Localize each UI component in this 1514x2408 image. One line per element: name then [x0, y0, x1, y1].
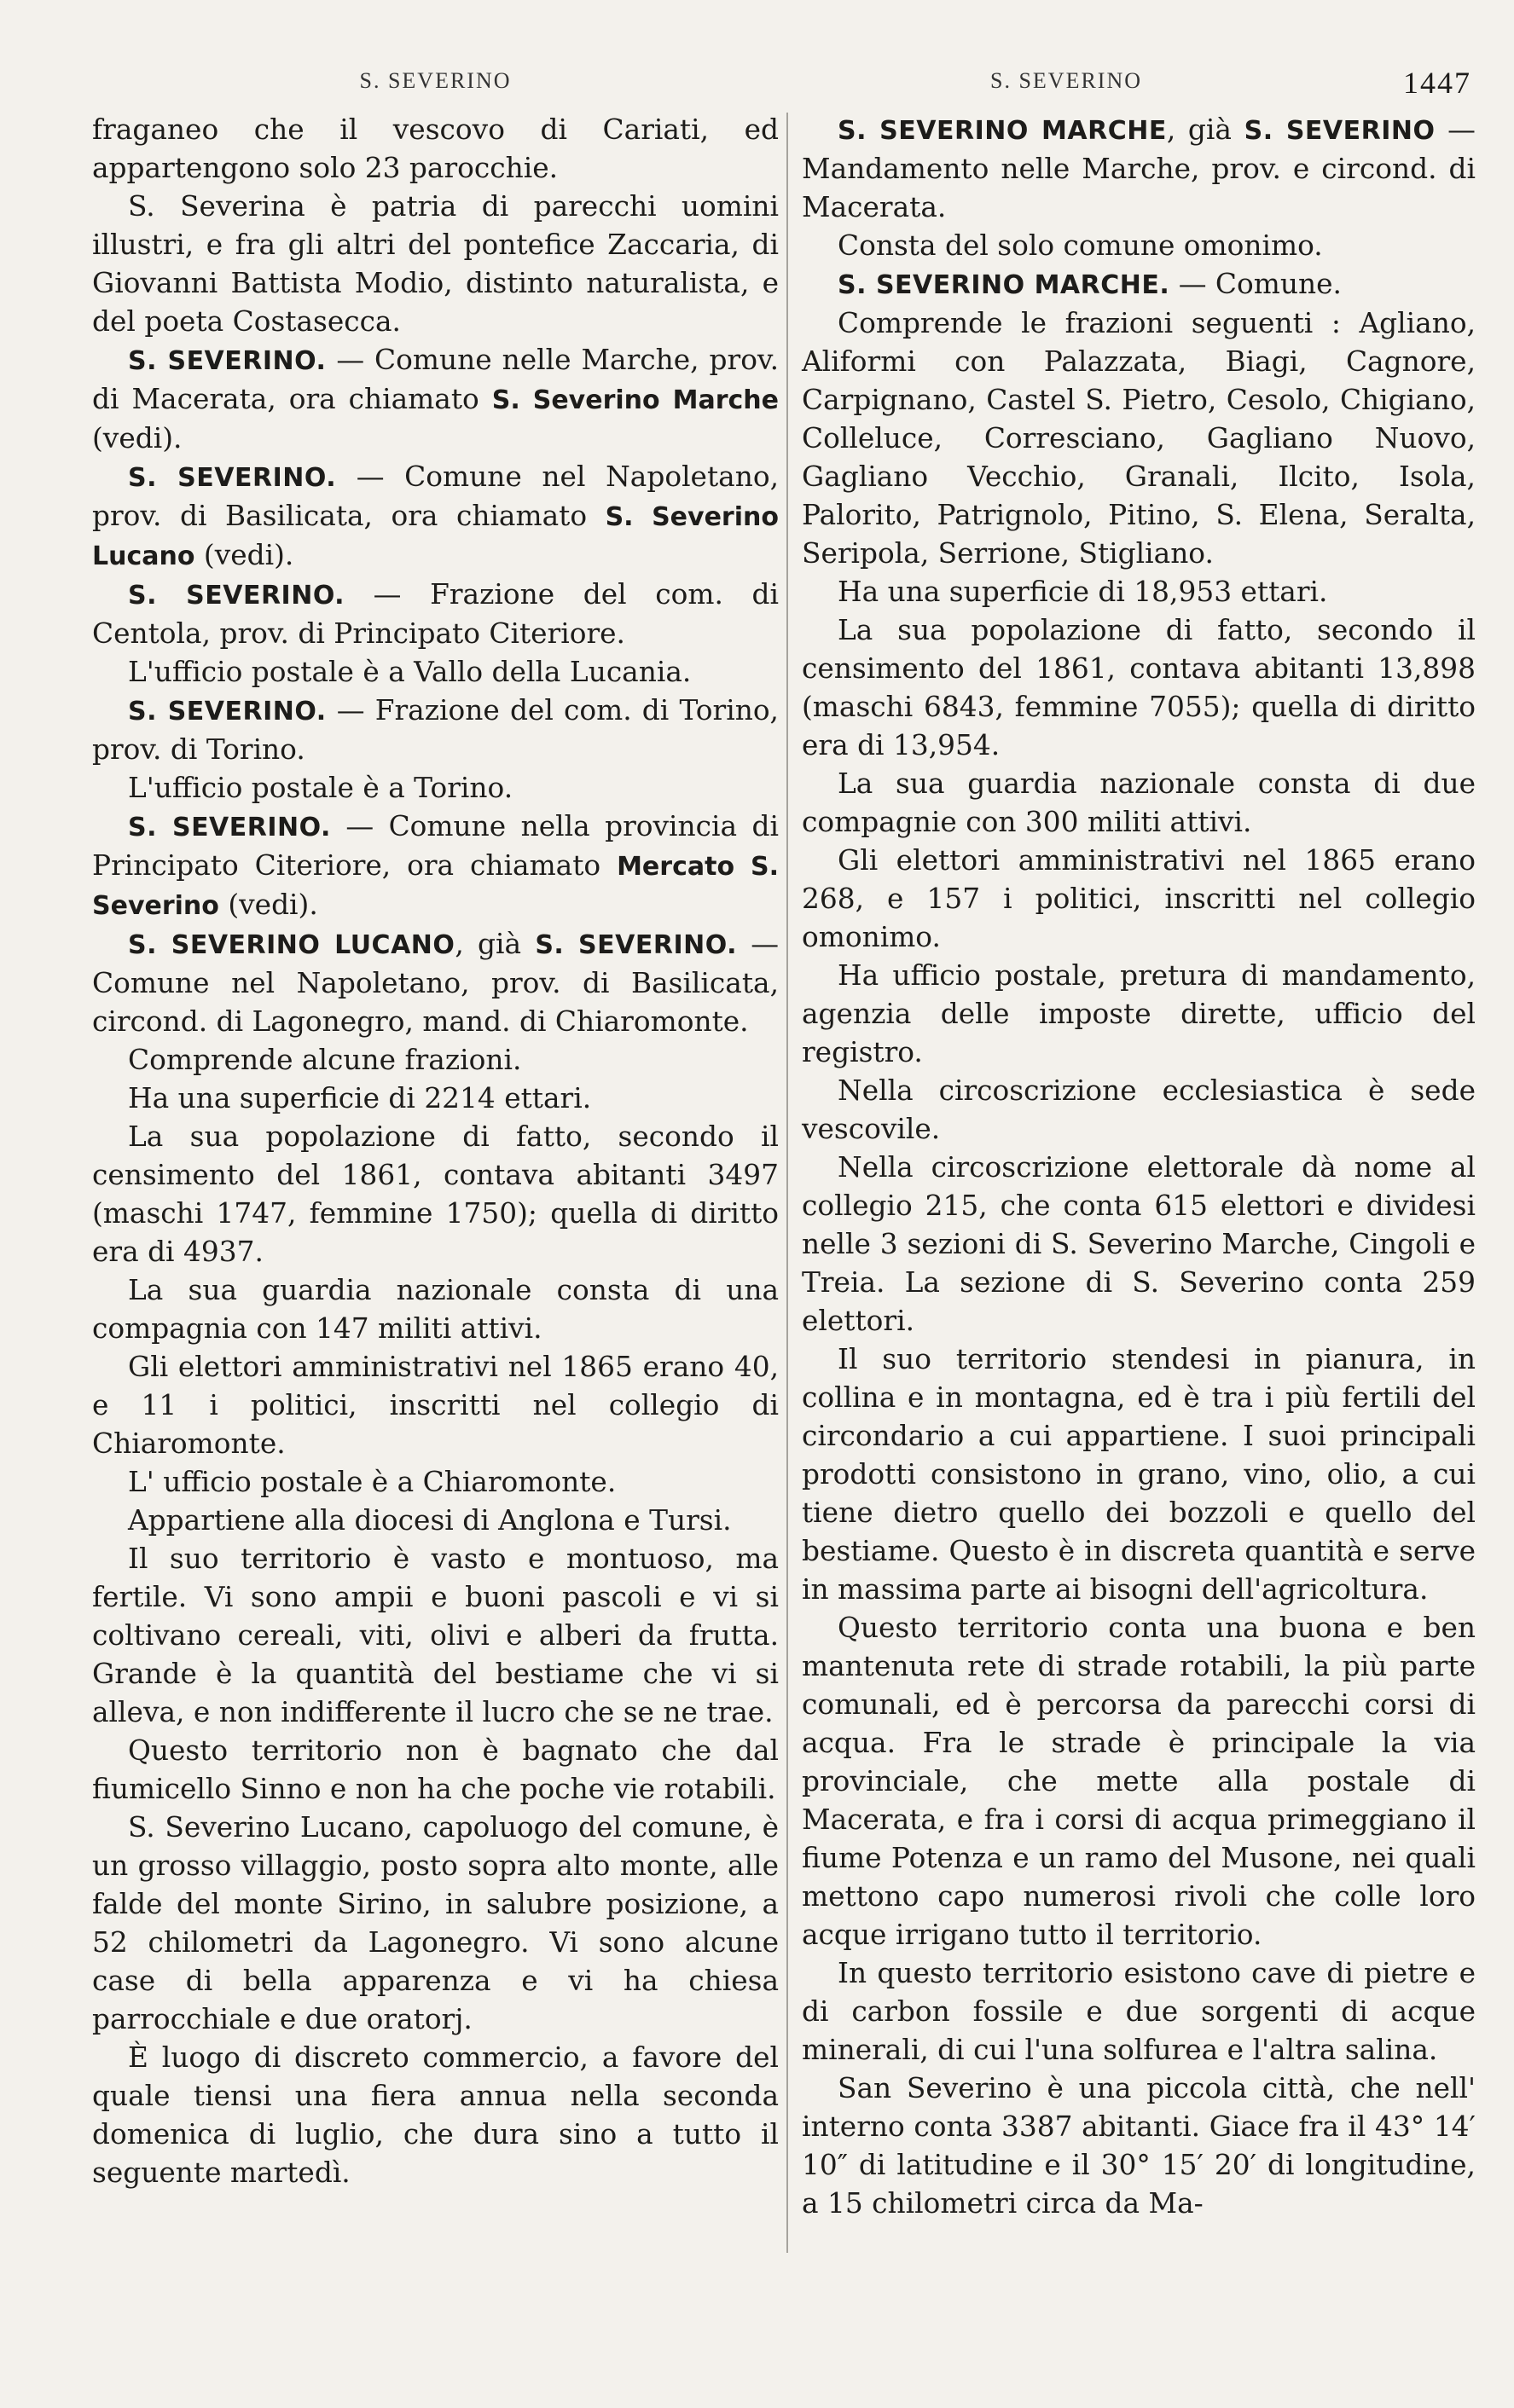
- entry-headword: S. SEVERINO.: [128, 581, 345, 611]
- paragraph: Il suo territorio è vasto e montuoso, ma fertile. Vi sono ampii e buoni pascoli e vi si coltivano cereali, viti, olivi e alberi da frutta. Grande è la quantità del bestiame che vi si alleva, e non indifferente il lucro che se ne trae.: [92, 1543, 779, 1728]
- entry-headword: S. SEVERINO MARCHE: [838, 116, 1167, 146]
- column-divider: [786, 113, 788, 2253]
- entry-headword: S. SEVERINO.: [128, 346, 327, 376]
- paragraph: S. Severino Lucano, capoluogo del comune, è un grosso villaggio, posto sopra alto monte, alle falde del monte Sirino, in salubre posizione, a 52 chilometri da Lagonegro. Vi sono alcune case di bella apparenza e vi ha chiesa parrocchiale e due oratorj.: [92, 1811, 779, 2035]
- cross-reference: Mercato S. Severino: [92, 852, 779, 921]
- paragraph: La sua guardia nazionale consta di due compagnie con 300 militi attivi.: [802, 767, 1476, 838]
- left-column: [92, 111, 779, 2192]
- running-head-right: S. SEVERINO: [989, 68, 1142, 93]
- entry-headword: S. SEVERINO.: [128, 463, 337, 493]
- paragraph: L' ufficio postale è a Chiaromonte.: [128, 1466, 617, 1498]
- entry-text: (vedi).: [92, 422, 183, 454]
- entry-paragraph: [92, 807, 779, 925]
- paragraph: San Severino è una piccola città, che nell' interno conta 3387 abitanti. Giace fra il 43° 14′ 10″ di latitudine e il 30° 15′ 20′ di longitudine, a 15 chilometri circa da Ma-: [802, 2072, 1476, 2220]
- paragraph: Gli elettori amministrativi nel 1865 erano 40, e 11 i politici, inscritti nel collegio di Chiaromonte.: [92, 1351, 779, 1460]
- entry-paragraph: [92, 692, 779, 769]
- entry-text: (vedi).: [218, 889, 318, 921]
- paragraph: È luogo di discreto commercio, a favore del quale tiensi una fiera annua nella seconda domenica di luglio, che dura sino a tutto il seguente martedì.: [92, 2041, 779, 2189]
- paragraph: Comprende le frazioni seguenti : Agliano, Aliformi con Palazzata, Biagi, Cagnore, Carpignano, Castel S. Pietro, Cesolo, Chigiano, Colleluce, Corresciano, Gagliano Nuovo, Gagliano Vecchio, Granali, Ilcito, Isola, Palorito, Patrignolo, Pitino, S. Elena, Seralta, Seripola, Serrione, Stigliano.: [802, 307, 1476, 570]
- entry-text: — Frazione del com. di Centola, prov. di Principato Citeriore.: [92, 578, 779, 650]
- paragraph: Consta del solo comune omonimo.: [838, 229, 1323, 262]
- paragraph: Ha ufficio postale, pretura di mandamento, agenzia delle imposte dirette, ufficio del registro.: [802, 959, 1476, 1068]
- entry-text: — Comune nel Napoletano, prov. di Basilicata, circond. di Lagonegro, mand. di Chiaromonte.: [92, 928, 779, 1038]
- paragraph: In questo territorio esistono cave di pietre e di carbon fossile e due sorgenti di acque minerali, di cui l'una solfurea e l'altra salina.: [802, 1957, 1476, 2066]
- paragraph: Nella circoscrizione elettorale dà nome al collegio 215, che conta 615 elettori e dividesi nelle 3 sezioni di S. Severino Marche, Cingoli e Treia. La sezione di S. Severino conta 259 elettori.: [802, 1151, 1476, 1337]
- entry-paragraph: [802, 111, 1476, 227]
- entry-text: , già: [1166, 113, 1244, 146]
- cross-reference: S. Severino Marche: [491, 385, 779, 415]
- entry-text: , già: [455, 928, 536, 960]
- entry-paragraph: [802, 265, 1476, 304]
- entry-text: — Frazione del com. di Torino, prov. di Torino.: [92, 694, 779, 766]
- paragraph: Il suo territorio stendesi in pianura, in collina e in montagna, ed è tra i più fertili del circondario a cui appartiene. I suoi principali prodotti consistono in grano, vino, olio, a cui tiene dietro quello dei bozzoli e quello del bestiame. Questo è in discreta quantità e serve in massima parte ai bisogni dell'agricoltura.: [802, 1343, 1476, 1606]
- entry-headword: S. SEVERINO.: [128, 813, 331, 842]
- entry-paragraph: [92, 925, 779, 1041]
- paragraph: Questo territorio non è bagnato che dal fiumicello Sinno e non ha che poche vie rotabili.: [92, 1734, 779, 1805]
- entry-paragraph: [92, 576, 779, 653]
- paragraph: La sua popolazione di fatto, secondo il censimento del 1861, contava abitanti 13,898 (maschi 6843, femmine 7055); quella di diritto era di 13,954.: [802, 614, 1476, 761]
- entry-text: — Comune.: [1169, 268, 1342, 300]
- entry-paragraph: [92, 341, 779, 458]
- entry-text: — Comune nelle Marche, prov. di Macerata, ora chiamato: [92, 344, 779, 415]
- paragraph: L'ufficio postale è a Torino.: [128, 772, 513, 804]
- entry-text: — Comune nel Napoletano, prov. di Basilicata, ora chiamato: [92, 460, 779, 532]
- entry-headword-alt: S. SEVERINO: [1244, 116, 1436, 146]
- paragraph: L'ufficio postale è a Vallo della Lucania.: [128, 656, 692, 688]
- entry-headword: S. SEVERINO LUCANO: [128, 930, 455, 960]
- entry-text: — Mandamento nelle Marche, prov. e circond. di Macerata.: [802, 113, 1476, 223]
- paragraph: Nella circoscrizione ecclesiastica è sede vescovile.: [802, 1074, 1476, 1145]
- running-head-left: S. SEVERINO: [359, 68, 512, 93]
- entry-paragraph: [92, 458, 779, 576]
- paragraph: Gli elettori amministrativi nel 1865 erano 268, e 157 i politici, inscritti nel collegio omonimo.: [802, 844, 1476, 953]
- paragraph: Ha una superficie di 18,953 ettari.: [838, 576, 1328, 608]
- paragraph: La sua popolazione di fatto, secondo il censimento del 1861, contava abitanti 3497 (maschi 1747, femmine 1750); quella di diritto era di 4937.: [92, 1120, 779, 1268]
- entry-text: — Comune nella provincia di Principato Citeriore, ora chiamato: [92, 810, 779, 882]
- right-column: [802, 111, 1476, 2223]
- paragraph: Questo territorio conta una buona e ben mantenuta rete di strade rotabili, la più parte comunali, ed è percorsa da parecchi corsi di acqua. Fra le strade è principale la via provinciale, che mette alla postale di Macerata, e fra i corsi di acqua primeggiano il fiume Potenza e un ramo del Musone, nei quali mettono capo numerosi rivoli che colle loro acque irrigano tutto il territorio.: [802, 1612, 1476, 1951]
- entry-headword: S. SEVERINO MARCHE.: [838, 270, 1170, 300]
- paragraph: Ha una superficie di 2214 ettari.: [128, 1082, 592, 1114]
- paragraph: S. Severina è patria di parecchi uomini illustri, e fra gli altri del pontefice Zaccaria, di Giovanni Battista Modio, distinto naturalista, e del poeta Costasecca.: [92, 190, 779, 338]
- entry-text: (vedi).: [194, 539, 294, 571]
- paragraph: Appartiene alla diocesi di Anglona e Tursi.: [128, 1504, 732, 1537]
- entry-headword: S. SEVERINO.: [128, 697, 327, 726]
- entry-headword-alt: S. SEVERINO.: [535, 930, 737, 960]
- cross-reference: S. Severino Lucano: [92, 502, 779, 571]
- paragraph: fraganeo che il vescovo di Cariati, ed appartengono solo 23 parocchie.: [92, 113, 779, 184]
- page-number: 1447: [1403, 66, 1471, 100]
- paragraph: Comprende alcune frazioni.: [128, 1044, 522, 1076]
- paragraph: La sua guardia nazionale consta di una compagnia con 147 militi attivi.: [92, 1274, 779, 1345]
